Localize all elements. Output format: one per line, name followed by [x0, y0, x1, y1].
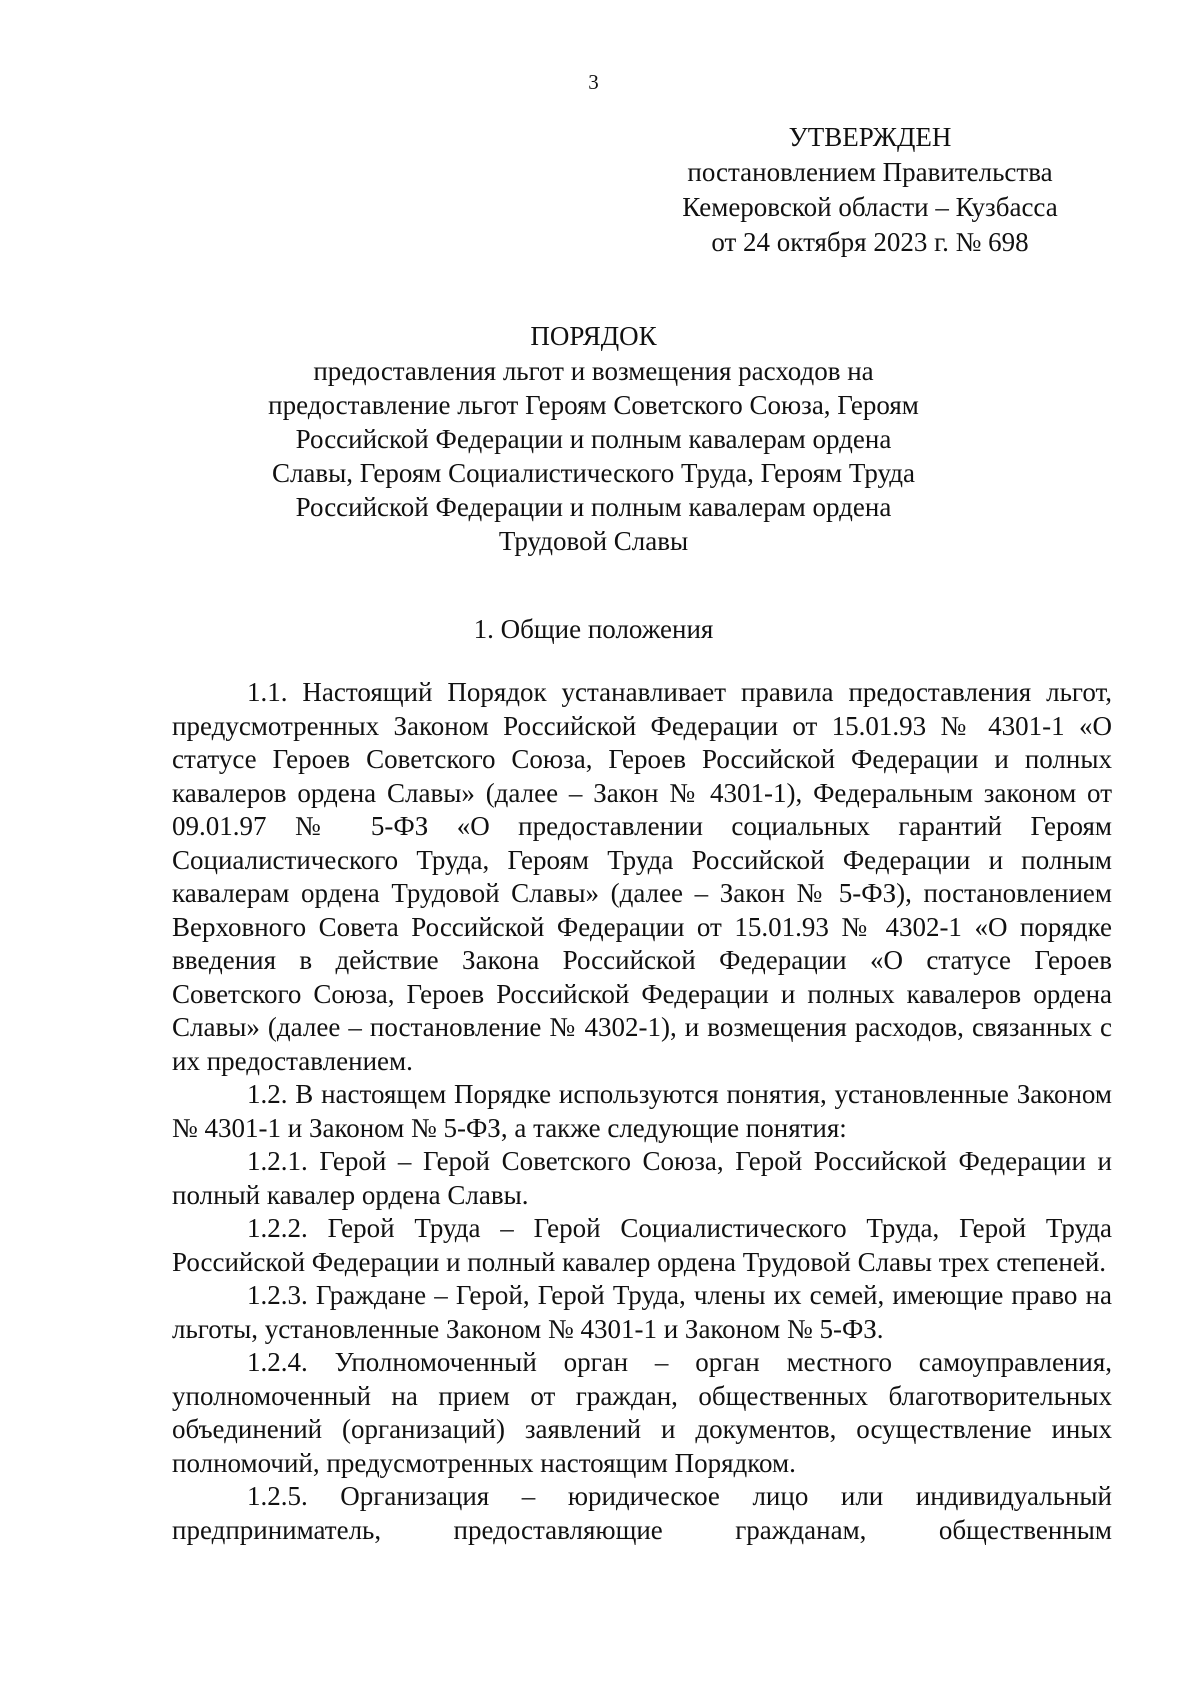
page-number: 3: [588, 70, 599, 94]
title-line: предоставление льгот Героям Советского Союза, Героям: [268, 390, 919, 420]
body-text: [172, 676, 1112, 1547]
paragraph-1-2: 1.2. В настоящем Порядке используются понятия, установленные Законом № 4301-1 и Законом № 5-ФЗ, а также следующие понятия:: [172, 1079, 1112, 1143]
paragraph-1-1: 1.1. Настоящий Порядок устанавливает правила предоставления льгот, предусмотренных Законом Российской Федерации от 15.01.93 № 4301-1 «О статусе Героев Советского Союза, Героев Российской Федерации и полных кавалеров ордена Славы» (далее – Закон № 4301-1), Федеральным законом от 09.01.97 № 5-ФЗ «О предоставлении социальных гарантий Героям Социалистического Труда, Героям Труда Российской Федерации и полным кавалерам ордена Трудовой Славы» (далее – Закон № 5-ФЗ), постановлением Верховного Совета Российской Федерации от 15.01.93 № 4302-1 «О порядке введения в действие Закона Российской Федерации «О статусе Героев Советского Союза, Героев Российской Федерации и полных кавалеров ордена Славы» (далее – постановление № 4302-1), и возмещения расходов, связанных с их предоставлением.: [172, 677, 1112, 1076]
title-line: Славы, Героям Социалистического Труда, Героям Труда: [271, 458, 916, 488]
paragraph-1-2-4: 1.2.4. Уполномоченный орган – орган местного самоуправления, уполномоченный на прием от граждан, общественных благотворительных объединений (организаций) заявлений и документов, осуществление иных полномочий, предусмотренных настоящим Порядком.: [172, 1347, 1112, 1478]
section-heading: 1. Общие положения: [473, 614, 714, 644]
approval-authority: постановлением Правительства: [687, 157, 1053, 187]
document-title: [0, 318, 1187, 558]
title-main: ПОРЯДОК: [530, 321, 657, 351]
paragraph-1-2-1: 1.2.1. Герой – Герой Советского Союза, Герой Российской Федерации и полный кавалер ордена Славы.: [172, 1146, 1112, 1210]
approval-region: Кемеровской области – Кузбасса: [682, 192, 1058, 222]
paragraph-1-2-5: 1.2.5. Организация – юридическое лицо или индивидуальный предприниматель, предоставляющие гражданам, общественным: [172, 1481, 1112, 1545]
paragraph-1-2-2: 1.2.2. Герой Труда – Герой Социалистического Труда, Герой Труда Российской Федерации и полный кавалер ордена Трудовой Славы трех степеней.: [172, 1213, 1112, 1277]
approval-status: УТВЕРЖДЕН: [788, 122, 952, 152]
paragraph-1-2-3: 1.2.3. Граждане – Герой, Герой Труда, члены их семей, имеющие право на льготы, установленные Законом № 4301-1 и Законом № 5-ФЗ.: [172, 1280, 1112, 1344]
approval-block: [650, 120, 1090, 260]
title-line: Российской Федерации и полным кавалерам ордена: [295, 424, 892, 454]
title-line: Трудовой Славы: [498, 526, 689, 556]
title-line: Российской Федерации и полным кавалерам ордена: [295, 492, 892, 522]
title-line: предоставления льгот и возмещения расходов на: [313, 356, 874, 386]
approval-date-number: от 24 октября 2023 г. № 698: [711, 227, 1029, 257]
